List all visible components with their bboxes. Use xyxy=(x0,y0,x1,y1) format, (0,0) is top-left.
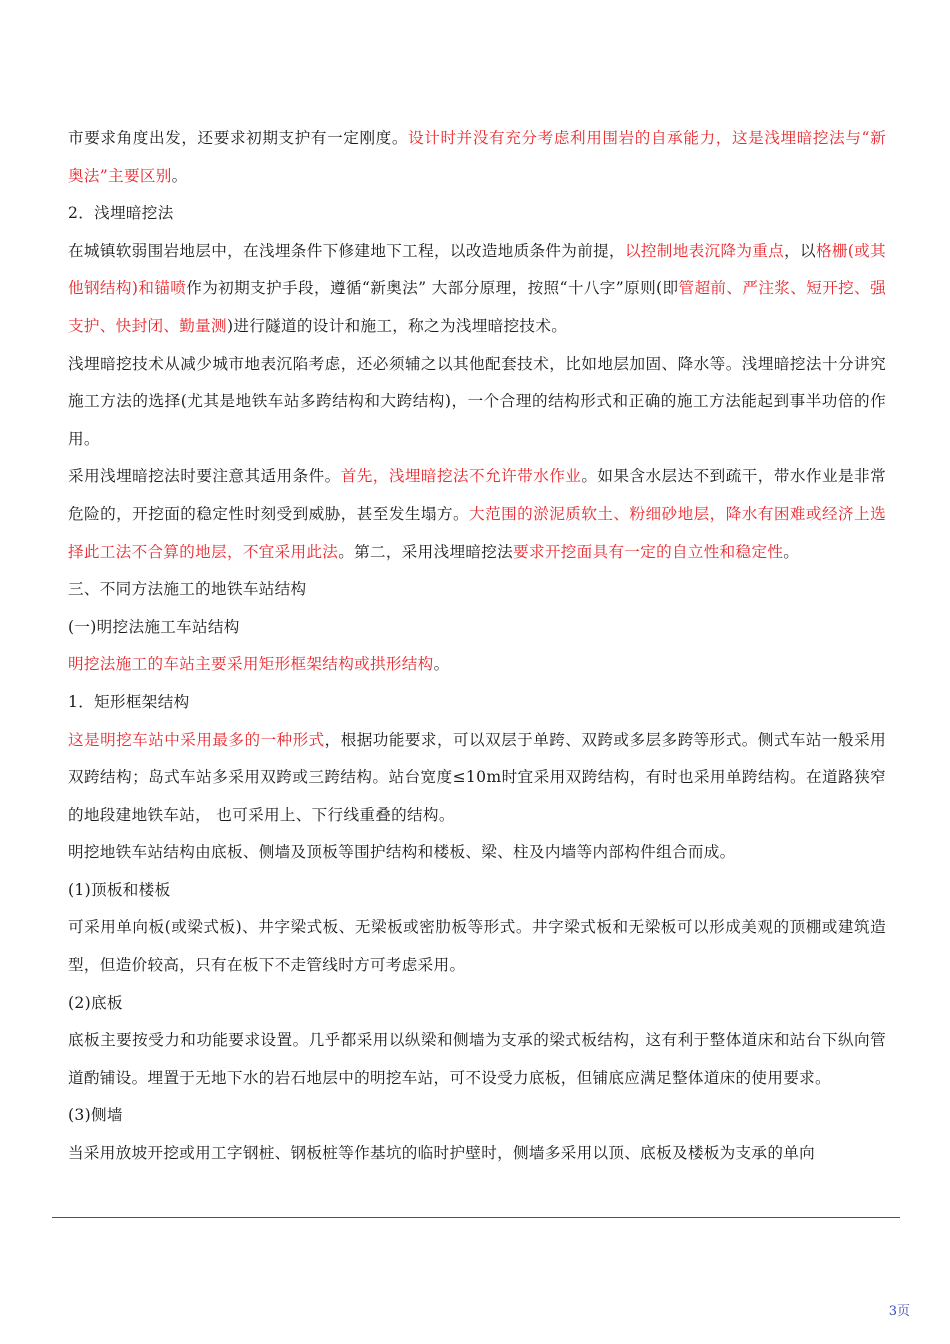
document-body xyxy=(68,120,886,1173)
body-text: 。 xyxy=(783,542,800,561)
emphasis-text: 要求开挖面具有一定的自立性和稳定性 xyxy=(513,542,784,561)
para-open-cut-summary xyxy=(68,646,886,684)
para-open-cut-composition xyxy=(68,834,886,872)
heading-roof-floor xyxy=(68,872,886,910)
body-text: 。 xyxy=(433,655,450,674)
emphasis-text: 以控制地表沉降为重点 xyxy=(624,241,785,260)
heading-base-slab xyxy=(68,985,886,1023)
emphasis-text: 明挖法施工的车站主要采用矩形框架结构或拱形结构 xyxy=(68,655,434,674)
body-text: 作为初期支护手段，遵循“新奥法” 大部分原理，按照“十八字”原则(即 xyxy=(186,279,679,298)
para-shallow-conditions xyxy=(68,458,886,571)
body-text: 在城镇软弱围岩地层中，在浅埋条件下修建地下工程，以改造地质条件为前提， xyxy=(68,241,625,260)
emphasis-text: 设计时并没有充分考虑利用围岩的自承能力，这是浅埋暗挖法与“新奥法”主要区别 xyxy=(68,129,886,185)
emphasis-text: 管超前、严注浆、短开挖、强支护、快封闭、勤量测 xyxy=(68,279,887,335)
para-shallow-consider xyxy=(68,346,886,459)
body-text: )进行隧道的设计和施工，称之为浅埋暗挖技术。 xyxy=(226,316,568,335)
body-text: (一)明挖法施工车站结构 xyxy=(68,617,240,636)
emphasis-text: 首先，浅埋暗挖法不允许带水作业 xyxy=(340,467,582,486)
emphasis-text: 大范围的淤泥质软土、粉细砂地层，降水有困难或经济上选择此工法不合算的地层，不宜采用此法 xyxy=(68,504,886,561)
body-text: 当采用放坡开挖或用工字钢桩、钢板桩等作基坑的临时护壁时，侧墙多采用以顶、底板及楼板为支承的单向 xyxy=(68,1144,816,1163)
body-text: 明挖地铁车站结构由底板、侧墙及顶板等围护结构和楼板、梁、柱及内墙等内部构件组合而成。 xyxy=(68,843,736,862)
body-text: (1)顶板和楼板 xyxy=(68,880,171,899)
para-base-slab xyxy=(68,1022,886,1097)
body-text: (2)底板 xyxy=(68,993,123,1012)
page-number: 3页 xyxy=(888,1304,910,1319)
body-text: 。 xyxy=(171,166,188,185)
emphasis-text: 格栅(或其他钢结构)和锚喷 xyxy=(68,241,886,298)
para-rect-frame xyxy=(68,722,886,835)
body-text: ，以 xyxy=(784,241,816,260)
body-text: 三、不同方法施工的地铁车站结构 xyxy=(68,580,307,599)
body-text: 可采用单向板(或梁式板)、井字梁式板、无梁板或密肋板等形式。井字梁式板和无梁板可以形成美观的顶棚或建筑造型，但造价较高，只有在板下不走管线时方可考虑采用。 xyxy=(68,918,886,975)
heading-side-wall xyxy=(68,1097,886,1135)
footer-rule xyxy=(52,1217,900,1218)
body-text: 底板主要按受力和功能要求设置。几乎都采用以纵梁和侧墙为支承的梁式板结构，这有利于整体道床和站台下纵向管道酌铺设。埋置于无地下水的岩石地层中的明挖车站，可不设受力底板，但铺底应满足整体道床的使用要求。 xyxy=(68,1031,886,1087)
heading-1-rect-frame xyxy=(68,684,886,722)
para-roof-floor xyxy=(68,909,886,984)
body-text: 浅埋暗挖技术从减少城市地表沉陷考虑，还必须辅之以其他配套技术，比如地层加固、降水等。浅埋暗挖法十分讲究施工方法的选择(尤其是地铁车站多跨结构和大跨结构)，一个合理的结构形式和正确的施工方法能起到事半功倍的作用。 xyxy=(68,354,886,448)
body-text: 采用浅埋暗挖法时要注意其适用条件。 xyxy=(68,467,341,486)
body-text: 。第二，采用浅埋暗挖法 xyxy=(338,542,514,561)
body-text: 1．矩形框架结构 xyxy=(68,692,190,711)
body-text: ，根据功能要求，可以双层于单跨、双跨或多层多跨等形式。侧式车站一般采用双跨结构；岛式车站多采用双跨或三跨结构。站台宽度≤10m时宜采用双跨结构，有时也采用单跨结构。在道路狭窄的地段建地铁车站， 也可采用上、下行线重叠的结构。 xyxy=(68,730,886,824)
heading-2-shallow-tunneling xyxy=(68,195,886,233)
body-text: (3)侧墙 xyxy=(68,1106,123,1125)
heading-3-station-structures xyxy=(68,571,886,609)
body-text: 市要求角度出发，还要求初期支护有一定刚度。 xyxy=(68,129,409,147)
body-text: 2．浅埋暗挖法 xyxy=(68,204,174,223)
para-intro-continued xyxy=(68,120,886,195)
emphasis-text: 这是明挖车站中采用最多的一种形式 xyxy=(68,730,325,749)
para-side-wall xyxy=(68,1135,886,1173)
para-shallow-definition xyxy=(68,233,886,346)
heading-open-cut xyxy=(68,609,886,647)
body-text: 。如果含水层达不到疏干，带水作业是非常危险的，开挖面的稳定性时刻受到威胁，甚至发生塌方。 xyxy=(68,467,886,523)
